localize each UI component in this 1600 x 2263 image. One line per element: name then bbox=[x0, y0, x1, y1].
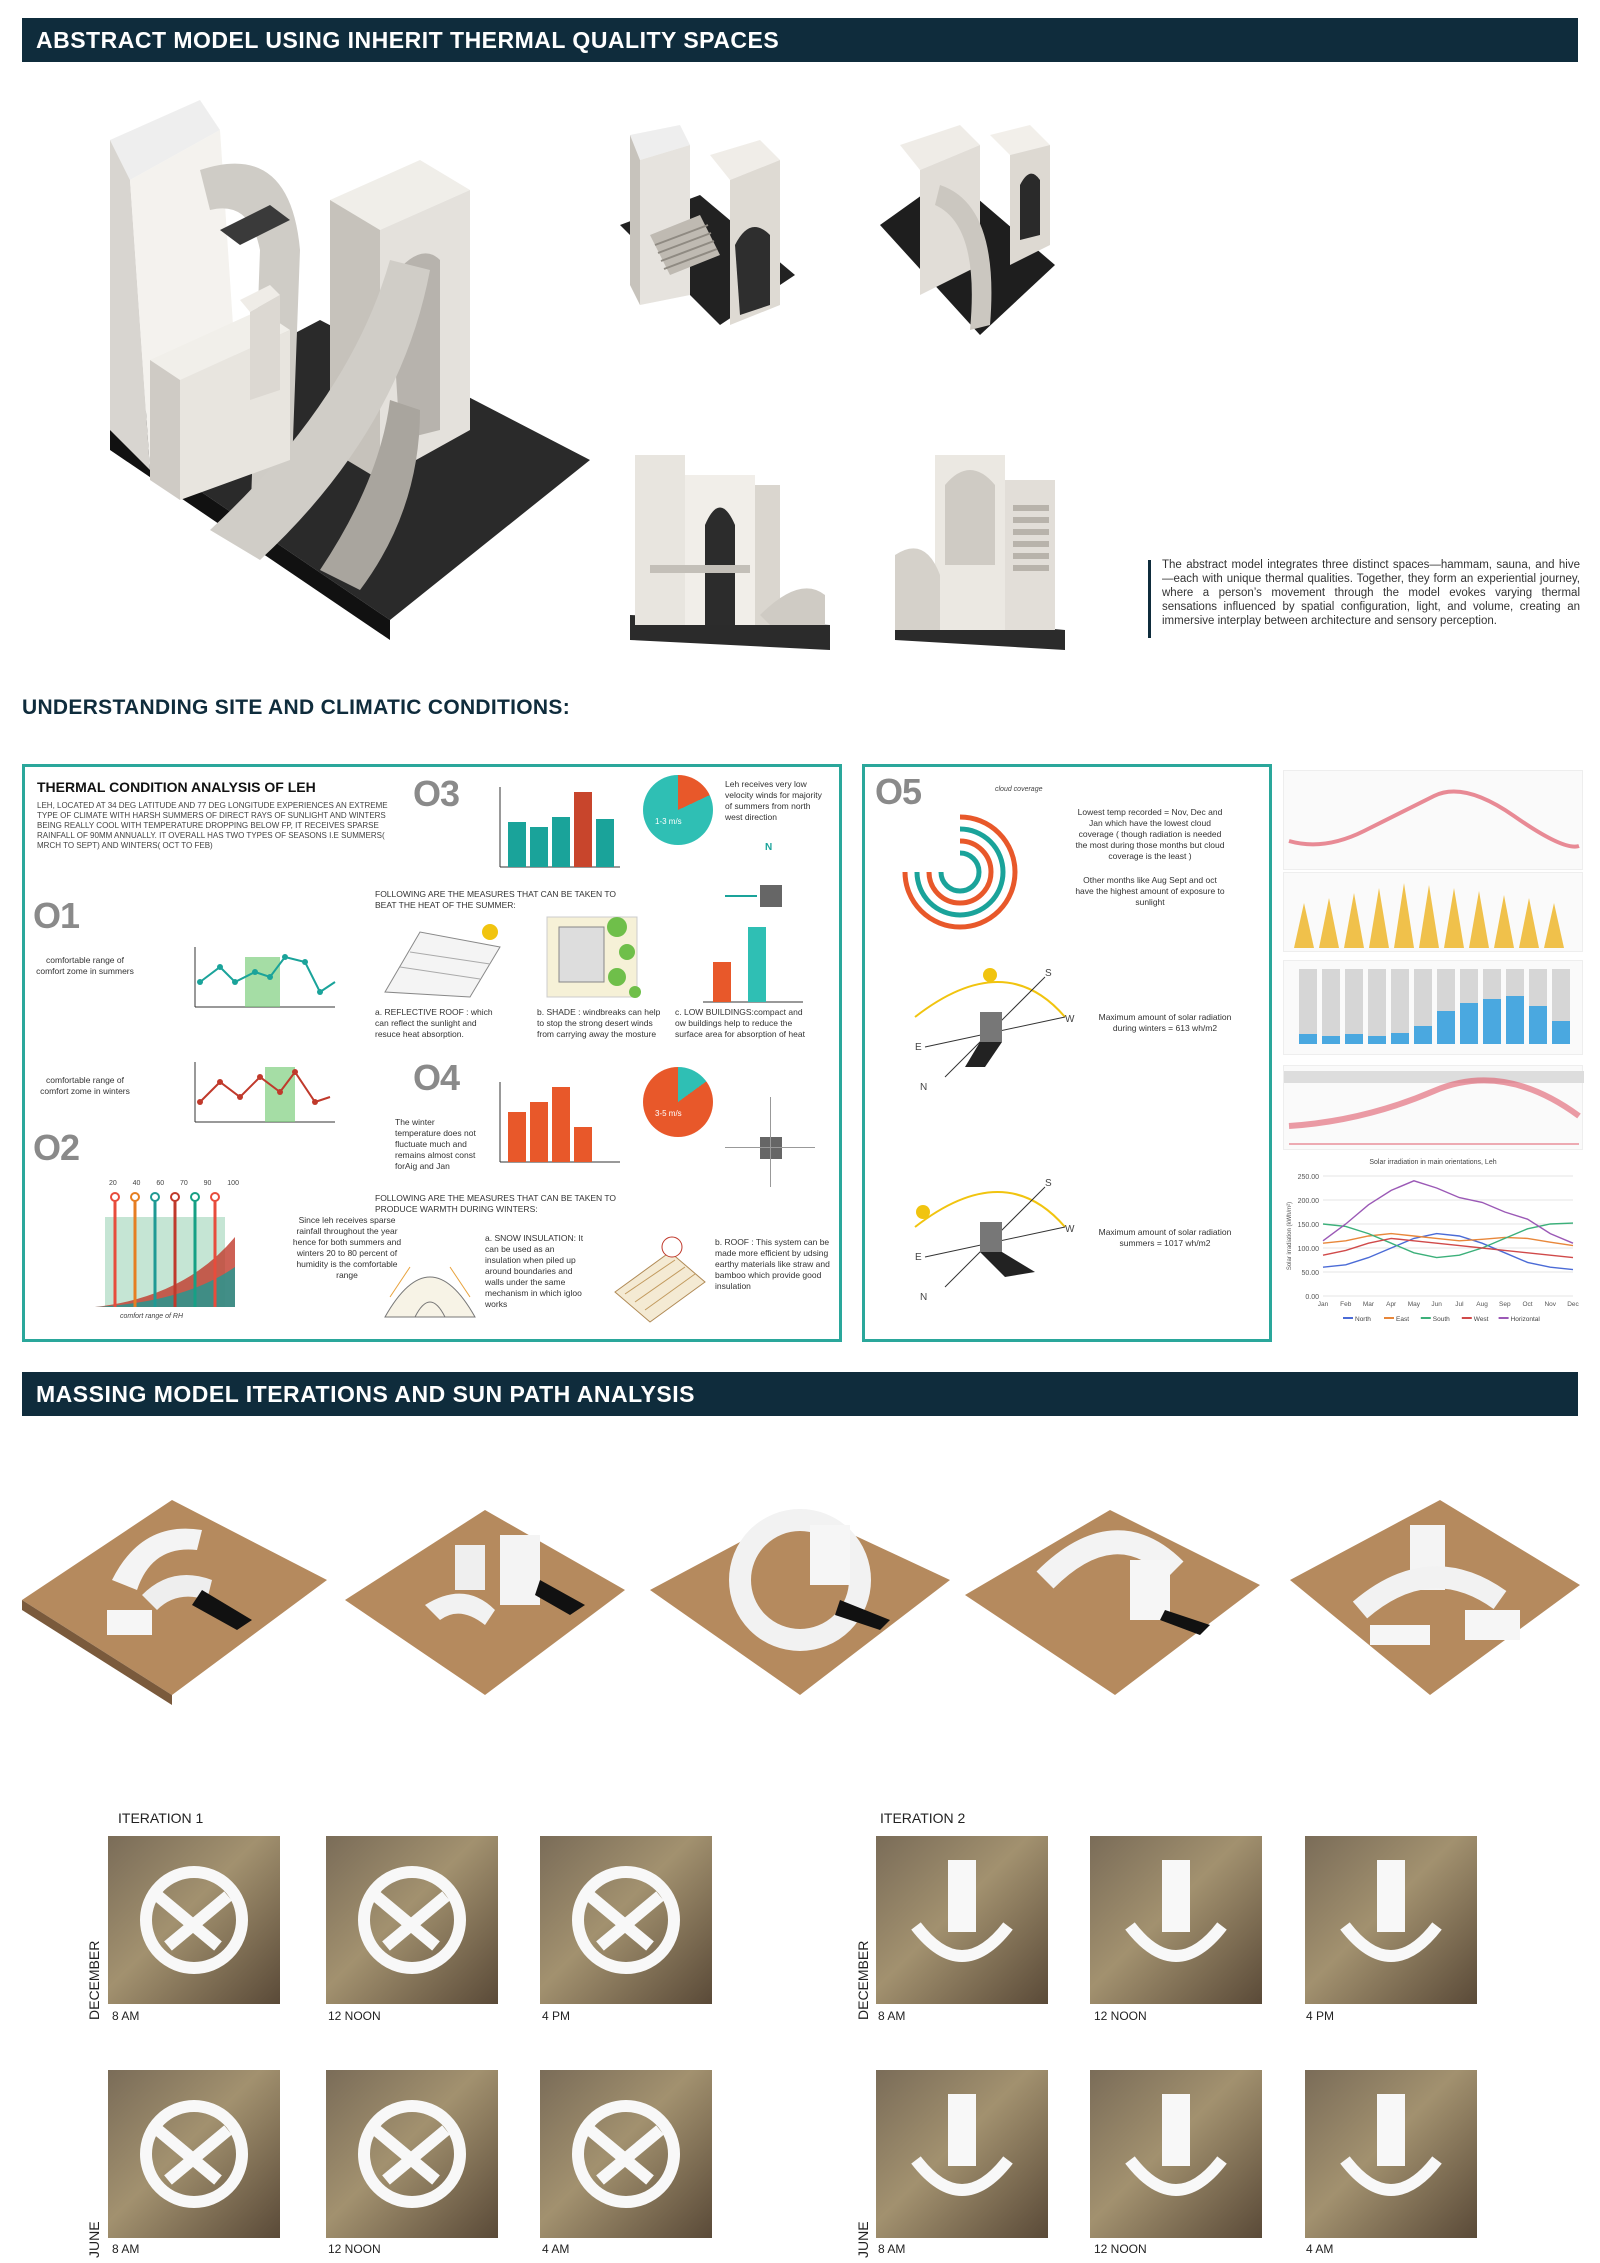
shade-note: b. SHADE : windbreaks can help to stop the strong desert winds from carrying away the mosture bbox=[537, 1007, 661, 1039]
summer-sun-path-diagram bbox=[895, 1167, 1085, 1297]
sunshine-hours-graph bbox=[1283, 872, 1583, 952]
winter-radiation-note: Maximum amount of solar radiation during winters = 613 wh/m2 bbox=[1098, 1012, 1232, 1033]
iter1-dec-4pm-photo bbox=[540, 1836, 712, 2004]
iteration-1-label: ITERATION 1 bbox=[118, 1810, 204, 1826]
legend-label-horizontal: Horizontal bbox=[1510, 1316, 1540, 1323]
x-tick-label: Oct bbox=[1522, 1301, 1533, 1308]
x-tick-label: Aug bbox=[1476, 1301, 1488, 1308]
y-tick-label: 200.00 bbox=[1297, 1198, 1319, 1205]
summer-dir-s: S bbox=[1045, 1178, 1052, 1189]
winter-building-square bbox=[760, 1137, 782, 1159]
massing-model-5 bbox=[1290, 1470, 1580, 1710]
temperature-range-graph bbox=[1283, 770, 1583, 870]
iter2-jun-noon-photo bbox=[1090, 2070, 1262, 2238]
thermal-title: THERMAL CONDITION ANALYSIS OF LEH bbox=[37, 779, 316, 795]
solar-chart-svg bbox=[1283, 1158, 1583, 1343]
y-tick-label: 250.00 bbox=[1297, 1174, 1319, 1181]
winter-dir-s: S bbox=[1045, 968, 1052, 979]
section-header-abstract-model: ABSTRACT MODEL USING INHERIT THERMAL QUALITY SPACES bbox=[22, 18, 1578, 62]
compass-n-label: N bbox=[765, 842, 773, 853]
x-tick-label: Jul bbox=[1455, 1301, 1464, 1308]
reflective-roof-note: a. REFLECTIVE ROOF : which can reflect the sunlight and resuce heat absorption. bbox=[375, 1007, 493, 1039]
iter2-dec-8am-photo bbox=[876, 1836, 1048, 2004]
solar-analysis-panel bbox=[862, 764, 1272, 1342]
legend-label-north: North bbox=[1355, 1316, 1371, 1323]
june-label-1: JUNE bbox=[86, 2221, 102, 2258]
x-tick-label: Feb bbox=[1340, 1301, 1352, 1308]
wind-arrow bbox=[725, 895, 757, 897]
y-tick-label: 150.00 bbox=[1297, 1222, 1319, 1229]
x-tick-label: May bbox=[1407, 1301, 1421, 1308]
humidity-note: Since leh receives sparse rainfall throughout the year hence for both summers and winters 20 to 80 percent of humidity is the comfortable range bbox=[292, 1215, 402, 1280]
summer-dir-w: W bbox=[1065, 1224, 1075, 1235]
iter1-dec-time-2: 12 NOON bbox=[328, 2009, 381, 2023]
iter1-jun-4am-photo bbox=[540, 2070, 712, 2238]
legend-label-south: South bbox=[1432, 1316, 1450, 1323]
comfort-winter-note: comfortable range of comfort zome in winters bbox=[40, 1075, 130, 1096]
iter2-dec-time-3: 4 PM bbox=[1306, 2009, 1335, 2023]
iter1-dec-time-3: 4 PM bbox=[542, 2009, 571, 2023]
cloud-cover-bar-graph bbox=[1283, 960, 1583, 1055]
earthy-roof-note: b. ROOF : This system can be made more efficient by udsing earthy materials like straw and bamboo which provide good insulation bbox=[715, 1237, 830, 1291]
abstract-model-view-1 bbox=[620, 125, 795, 355]
winter-axis-v bbox=[770, 1097, 771, 1187]
x-tick-label: Apr bbox=[1386, 1301, 1397, 1308]
winter-dir-w: W bbox=[1065, 1014, 1075, 1025]
iter2-jun-4am-photo bbox=[1305, 2070, 1477, 2238]
iter2-dec-4pm-photo bbox=[1305, 1836, 1477, 2004]
legend-label-west: West bbox=[1473, 1316, 1489, 1323]
section-title-site-climate: UNDERSTANDING SITE AND CLIMATIC CONDITIONS: bbox=[22, 696, 570, 719]
x-tick-label: Jan bbox=[1317, 1301, 1329, 1308]
iteration-2-label: ITERATION 2 bbox=[880, 1810, 966, 1826]
iter2-jun-time-2: 12 NOON bbox=[1094, 2242, 1147, 2256]
y-axis-label: Solar irradiation (kWh/m²) bbox=[1287, 1201, 1293, 1271]
humidity-ticks: 20 40 60 70 90 100 bbox=[109, 1180, 239, 1187]
summer-measures-title: FOLLOWING ARE THE MEASURES THAT CAN BE TAKEN TO BEAT THE HEAT OF THE SUMMER: bbox=[375, 889, 617, 910]
summer-wind-speed-label: 1-3 m/s bbox=[655, 817, 682, 826]
humidity-axis-label: comfort range of RH bbox=[120, 1313, 184, 1320]
iter1-jun-time-1: 8 AM bbox=[112, 2242, 140, 2256]
december-label-1: DECEMBER bbox=[86, 1940, 102, 2020]
daily-temperature-graph bbox=[1283, 1065, 1583, 1150]
section-num-05: O5 bbox=[875, 771, 922, 812]
winter-temp-note: The winter temperature does not fluctuate much and remains almost const forAig and Jan bbox=[395, 1117, 476, 1171]
summer-radiation-note: Maximum amount of solar radiation summers = 1017 wh/m2 bbox=[1098, 1227, 1232, 1248]
iter1-jun-8am-photo bbox=[108, 2070, 280, 2238]
iter2-jun-8am-photo bbox=[876, 2070, 1048, 2238]
winter-wind-pie bbox=[643, 1067, 713, 1137]
humidity-chart bbox=[85, 1177, 265, 1327]
snow-insulation-note: a. SNOW INSULATION: It can be used as an insulation when piled up around boundaries and walls under the same mechanism in which igloo works bbox=[485, 1233, 584, 1309]
section-num-01: O1 bbox=[33, 895, 80, 936]
iter2-dec-time-2: 12 NOON bbox=[1094, 2009, 1147, 2023]
abstract-description: The abstract model integrates three distinct spaces—hammam, sauna, and hive—each with unique thermal qualities. Together, they form an experiential journey, where a person’s movement through the model evokes varying thermal sensations influenced by spatial configuration, light, and volume, creating an immersive interplay between architecture and sensory perception. bbox=[1162, 559, 1580, 627]
massing-model-3 bbox=[650, 1470, 950, 1710]
iter1-jun-noon-photo bbox=[326, 2070, 498, 2238]
thermal-intro: LEH, LOCATED AT 34 DEG LATITUDE AND 77 DEG LONGITUDE EXPERIENCES AN EXTREME TYPE OF CLIMATE WITH HARSH SUMMERS OF DIRECT RAYS OF SUNLIGHT AND WINTERS BEING REALLY COOL WITH TEMPERATURE DROPPING BELOW FP, IT RECEIVES SPARSE RAINFALL OF 90MM ANNUALLY. IT OVERALL HAS TWO TYPES OF SEASONS I.E SUMMERS( MRCH TO SEPT) AND WINTERS( OCT TO FEB) bbox=[37, 801, 388, 850]
section-num-03: O3 bbox=[413, 773, 460, 814]
june-label-2: JUNE bbox=[855, 2221, 871, 2258]
iter2-jun-time-3: 4 AM bbox=[1306, 2242, 1334, 2256]
winds-note: Leh receives very low velocity winds for majority of summers from north west direction bbox=[725, 779, 822, 822]
summer-temp-bar-chart bbox=[490, 777, 630, 882]
winter-temp-bar-chart bbox=[490, 1072, 630, 1177]
section-header-massing: MASSING MODEL ITERATIONS AND SUN PATH ANALYSIS bbox=[22, 1372, 1578, 1416]
december-label-2: DECEMBER bbox=[855, 1940, 871, 2020]
iter2-dec-time-1: 8 AM bbox=[878, 2009, 906, 2023]
summer-dir-e: E bbox=[915, 1252, 922, 1263]
cloud-coverage-label: cloud coverage bbox=[995, 786, 1043, 793]
thermal-analysis-panel bbox=[22, 764, 842, 1342]
iter1-dec-8am-photo bbox=[108, 1836, 280, 2004]
reflective-roof-sketch bbox=[380, 917, 510, 1002]
legend-label-east: East bbox=[1396, 1316, 1410, 1323]
summer-wind-pie bbox=[643, 775, 713, 845]
cloud-coverage-note: Lowest temp recorded = Nov, Dec and Jan which have the lowest cloud coverage ( though radiation is needed the most during those months but cloud coverage is the least ) bbox=[1075, 807, 1225, 861]
iter1-jun-time-3: 4 AM bbox=[542, 2242, 570, 2256]
x-tick-label: Nov bbox=[1544, 1301, 1557, 1308]
cloud-coverage-radial-chart bbox=[885, 807, 1035, 937]
section-num-04: O4 bbox=[413, 1057, 460, 1098]
abstract-model-view-3 bbox=[630, 455, 830, 650]
massing-model-4 bbox=[965, 1470, 1260, 1710]
solar-irradiation-chart bbox=[1283, 1158, 1583, 1343]
iter1-dec-time-1: 8 AM bbox=[112, 2009, 140, 2023]
sunlight-exposure-note: Other months like Aug Sept and oct have the highest amount of exposure to sunlight bbox=[1075, 875, 1225, 907]
summer-comfort-line-chart bbox=[185, 937, 345, 1022]
winter-comfort-line-chart bbox=[185, 1052, 345, 1137]
iter1-jun-time-2: 12 NOON bbox=[328, 2242, 381, 2256]
low-buildings-note: c. LOW BUILDINGS:compact and ow buildings help to reduce the surface area for absorption of heat bbox=[675, 1007, 805, 1039]
wind-building-square bbox=[760, 885, 782, 907]
series-line-horizontal bbox=[1323, 1181, 1573, 1243]
winter-measures-title: FOLLOWING ARE THE MEASURES THAT CAN BE TAKEN TO PRODUCE WARMTH DURING WINTERS: bbox=[375, 1193, 617, 1214]
x-tick-label: Dec bbox=[1567, 1301, 1579, 1308]
winter-sun-path-diagram bbox=[895, 957, 1085, 1087]
abstract-model-view-2 bbox=[880, 125, 1055, 345]
winter-dir-e: E bbox=[915, 1042, 922, 1053]
iter2-dec-noon-photo bbox=[1090, 1836, 1262, 2004]
y-tick-label: 50.00 bbox=[1301, 1270, 1319, 1277]
comfort-summer-note: comfortable range of comfort zome in summers bbox=[36, 955, 134, 976]
massing-model-2 bbox=[345, 1470, 625, 1710]
chart-title: Solar irradiation in main orientations, Leh bbox=[1369, 1159, 1497, 1166]
massing-model-1 bbox=[22, 1470, 327, 1710]
winter-wind-speed-label: 3-5 m/s bbox=[655, 1109, 682, 1118]
abstract-model-view-4 bbox=[895, 455, 1065, 650]
earthy-roof-sketch bbox=[610, 1232, 710, 1327]
snow-insulation-sketch bbox=[380, 1227, 480, 1327]
iter2-jun-time-1: 8 AM bbox=[878, 2242, 906, 2256]
y-tick-label: 100.00 bbox=[1297, 1246, 1319, 1253]
x-tick-label: Sep bbox=[1499, 1301, 1511, 1308]
x-tick-label: Mar bbox=[1362, 1301, 1375, 1308]
windbreak-shade-sketch bbox=[537, 907, 647, 1002]
abstract-model-main-photo bbox=[90, 100, 610, 640]
abstract-text-accent bbox=[1148, 560, 1151, 638]
x-tick-label: Jun bbox=[1431, 1301, 1442, 1308]
section-num-02: O2 bbox=[33, 1127, 80, 1168]
y-tick-label: 0.00 bbox=[1305, 1294, 1319, 1301]
winter-dir-n: N bbox=[920, 1082, 928, 1093]
iter1-dec-noon-photo bbox=[326, 1836, 498, 2004]
low-buildings-bar-chart bbox=[693, 917, 813, 1012]
summer-dir-n: N bbox=[920, 1292, 928, 1303]
